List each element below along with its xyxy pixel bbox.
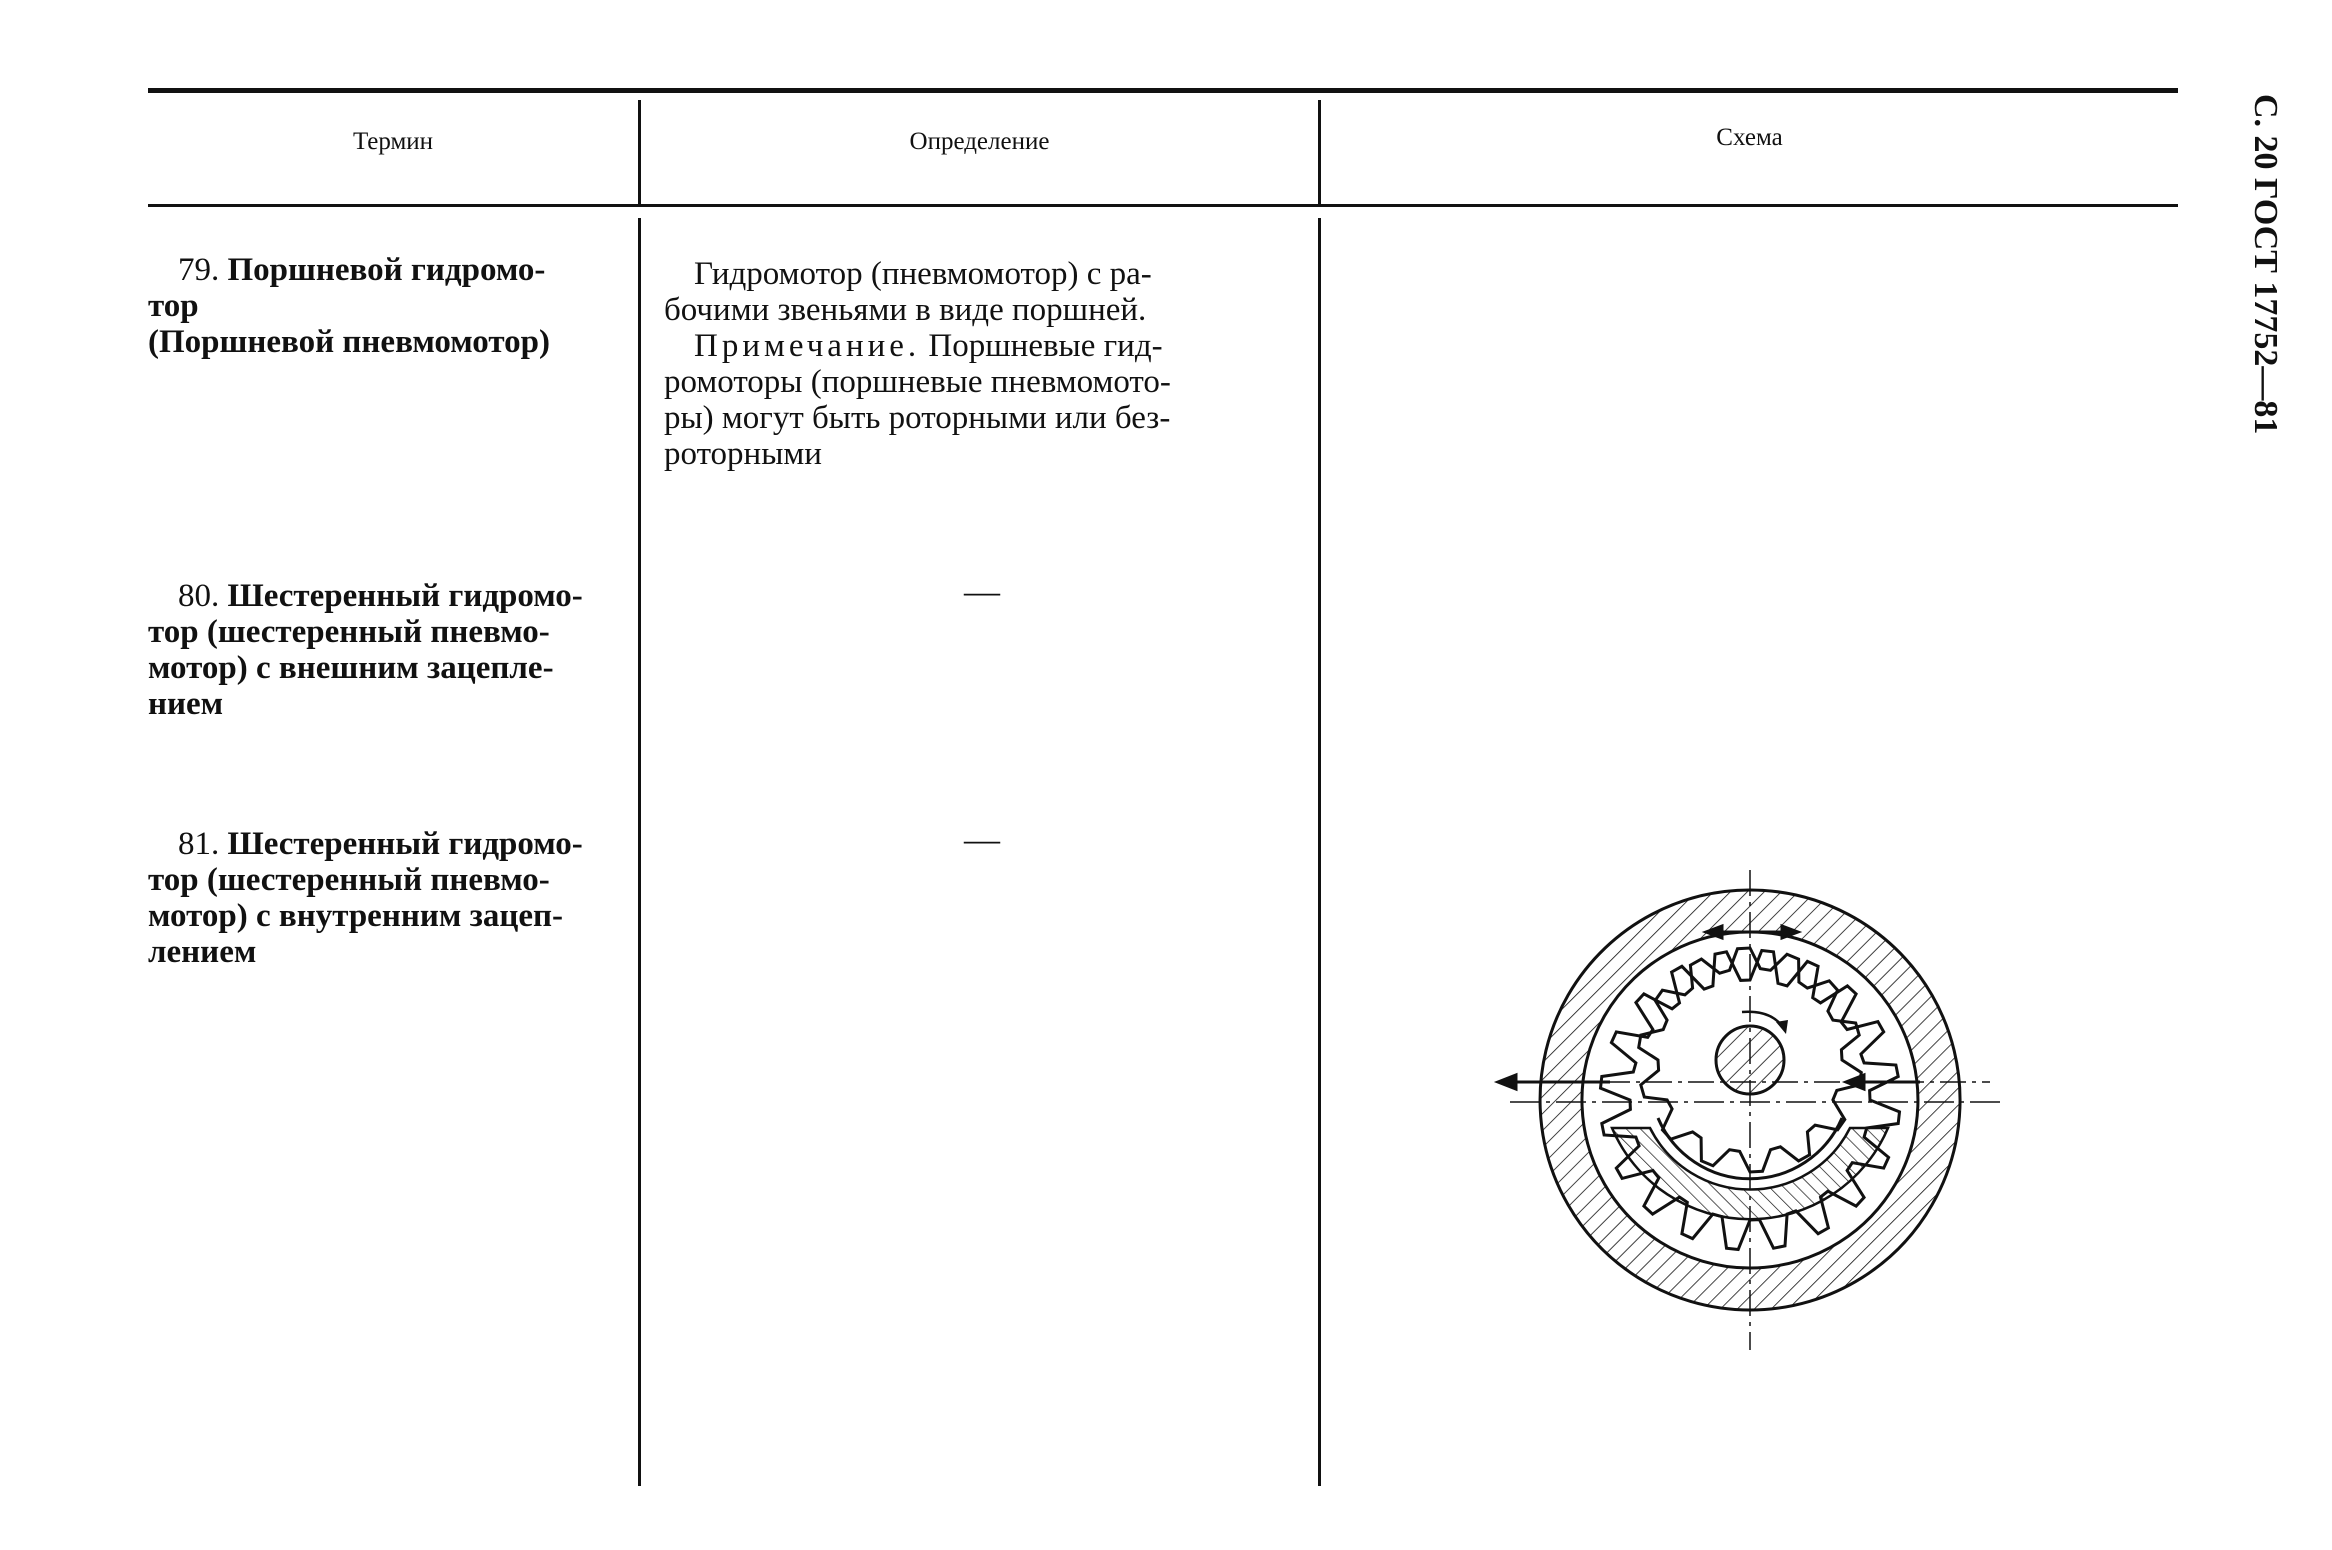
flow-arrow-right bbox=[1846, 1075, 1920, 1089]
internal-gear-motor-diagram bbox=[1480, 870, 2020, 1350]
term-number: 80. bbox=[178, 578, 220, 614]
term-text: Поршневой гидромо- bbox=[227, 252, 546, 288]
note-label: Примечание. bbox=[694, 328, 921, 364]
term-80 bbox=[148, 578, 620, 722]
term-text: мотор) с внутренним зацеп- bbox=[148, 898, 564, 934]
pinion-rotation-arrow bbox=[1742, 1012, 1782, 1026]
term-text: Шестеренный гидромо- bbox=[227, 578, 583, 614]
header-definition: Определение bbox=[909, 128, 1050, 155]
column-divider-2 bbox=[1318, 100, 1321, 204]
definition-line: Гидромотор (пневмомотор) с ра- bbox=[694, 256, 1152, 292]
term-text: тор bbox=[148, 288, 199, 324]
term-81 bbox=[148, 826, 620, 970]
term-text: нием bbox=[148, 686, 224, 722]
table-top-rule bbox=[148, 88, 2178, 93]
term-text: мотор) с внешним зацепле- bbox=[148, 650, 554, 686]
definition-line: бочими звеньями в виде поршней. bbox=[664, 292, 1147, 328]
term-number: 81. bbox=[178, 826, 220, 862]
definition-line: ромоторы (поршневые пневмомото- bbox=[664, 364, 1171, 400]
definition-line: ры) могут быть роторными или без- bbox=[664, 400, 1171, 436]
header-bottom-rule bbox=[148, 204, 2178, 207]
term-number: 79. bbox=[178, 252, 220, 288]
page-label: С. 20 ГОСТ 17752—81 bbox=[2247, 94, 2284, 435]
header-term: Термин bbox=[352, 128, 434, 155]
definition-line: Поршневые гид- bbox=[920, 328, 1163, 364]
term-text: Шестеренный гидромо- bbox=[227, 826, 583, 862]
term-text: тор (шестеренный пневмо- bbox=[148, 614, 550, 650]
term-text: (Поршневой пневмомотор) bbox=[148, 324, 550, 360]
definition-80: — bbox=[964, 571, 1000, 611]
header-scheme: Схема bbox=[1716, 124, 1783, 151]
column-divider-1-body bbox=[638, 218, 641, 1486]
term-text: лением bbox=[148, 934, 257, 970]
term-text: тор (шестеренный пневмо- bbox=[148, 862, 550, 898]
column-divider-2-body bbox=[1318, 218, 1321, 1486]
term-79 bbox=[148, 252, 620, 360]
definition-line: роторными bbox=[664, 436, 822, 472]
definition-79 bbox=[664, 256, 1304, 472]
definition-81: — bbox=[964, 819, 1000, 859]
